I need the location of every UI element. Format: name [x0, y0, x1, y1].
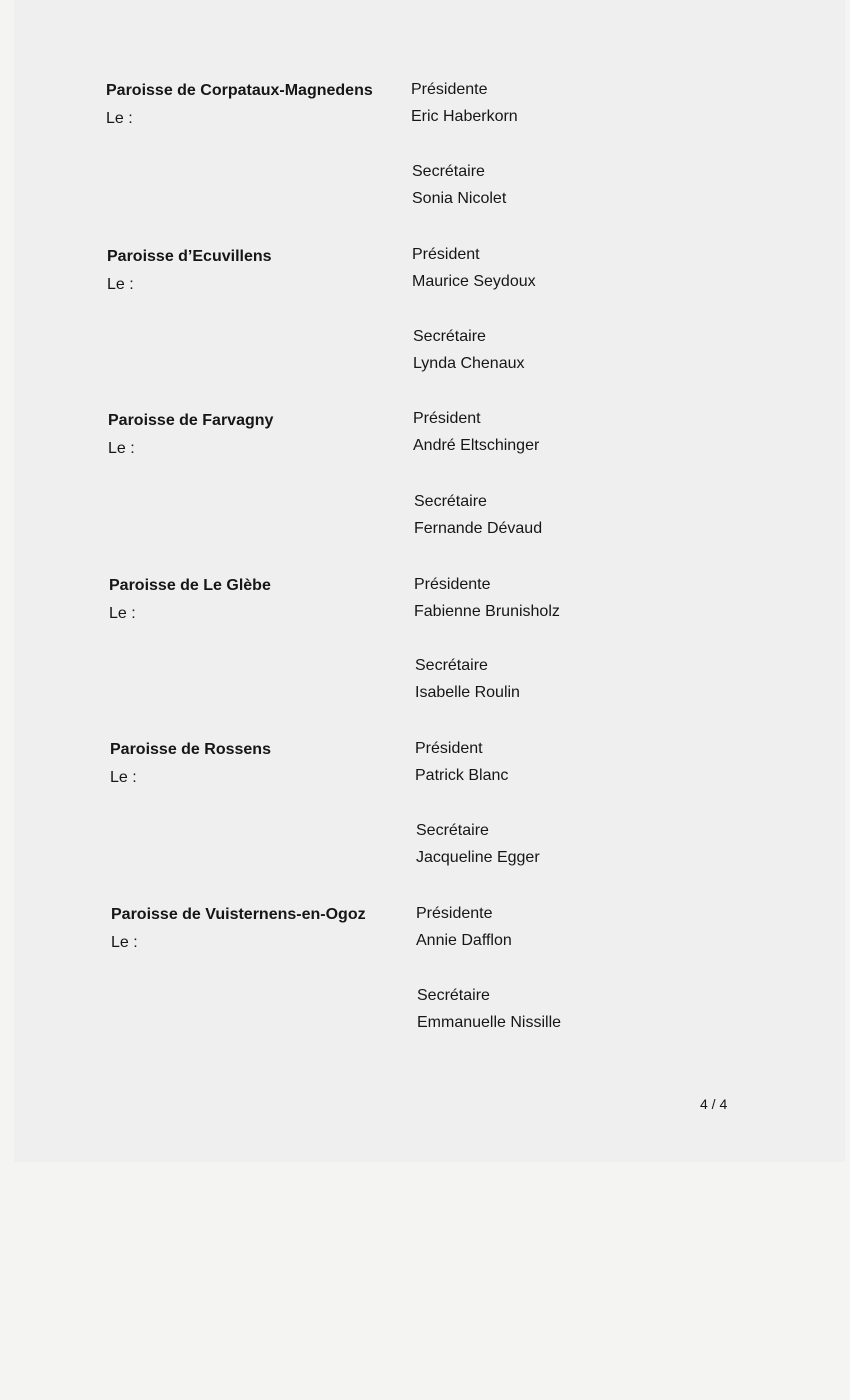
officer-block [415, 652, 520, 706]
officer-role: Secrétaire [414, 493, 487, 510]
officer-name: Maurice Seydoux [412, 273, 536, 290]
parish-block [107, 243, 272, 299]
officer-name: Sonia Nicolet [412, 190, 507, 207]
parish-date-label: Le : [109, 605, 136, 622]
officer-block [414, 571, 560, 625]
officer-role: Présidente [411, 81, 488, 98]
officer-name: Annie Dafflon [416, 932, 512, 949]
officer-name: Jacqueline Egger [416, 849, 540, 866]
officer-block [413, 323, 525, 377]
parish-date-label: Le : [108, 440, 135, 457]
officer-block [416, 817, 540, 871]
officer-role: Présidente [416, 905, 493, 922]
officer-block [415, 735, 508, 789]
officer-name: Fernande Dévaud [414, 520, 543, 537]
officer-role: Secrétaire [415, 657, 488, 674]
parish-name: Paroisse de Corpataux-Magnedens [106, 82, 373, 99]
officer-name: André Eltschinger [413, 437, 540, 454]
officer-role: Secrétaire [412, 163, 485, 180]
page-number: 4 / 4 [700, 1096, 728, 1112]
parish-name: Paroisse de Rossens [110, 741, 271, 758]
parish-block [110, 736, 271, 792]
officer-name: Lynda Chenaux [413, 355, 525, 372]
parish-name: Paroisse d’Ecuvillens [107, 248, 272, 265]
parish-block [111, 901, 366, 957]
officer-name: Isabelle Roulin [415, 684, 520, 701]
parish-block [109, 572, 271, 628]
officer-block [412, 241, 536, 295]
parish-date-label: Le : [107, 276, 134, 293]
officer-role: Président [415, 740, 483, 757]
parish-name: Paroisse de Vuisternens-en-Ogoz [111, 906, 366, 923]
officer-name: Fabienne Brunisholz [414, 603, 560, 620]
officer-block [413, 405, 539, 459]
officer-block [416, 900, 512, 954]
parish-block [106, 77, 373, 133]
officer-block [414, 488, 542, 542]
parish-name: Paroisse de Farvagny [108, 412, 274, 429]
officer-name: Patrick Blanc [415, 767, 509, 784]
officer-name: Eric Haberkorn [411, 108, 518, 125]
officer-role: Président [412, 246, 480, 263]
officer-block [412, 158, 506, 212]
parish-date-label: Le : [111, 934, 138, 951]
officer-name: Emmanuelle Nissille [417, 1014, 562, 1031]
parish-date-label: Le : [106, 110, 133, 127]
officer-role: Secrétaire [416, 822, 489, 839]
officer-role: Président [413, 410, 481, 427]
officer-block [417, 982, 561, 1036]
officer-role: Secrétaire [413, 328, 486, 345]
parish-date-label: Le : [110, 769, 137, 786]
officer-role: Secrétaire [417, 987, 490, 1004]
officer-block [411, 76, 518, 130]
officer-role: Présidente [414, 576, 491, 593]
parish-block [108, 407, 273, 463]
parish-name: Paroisse de Le Glèbe [109, 577, 271, 594]
